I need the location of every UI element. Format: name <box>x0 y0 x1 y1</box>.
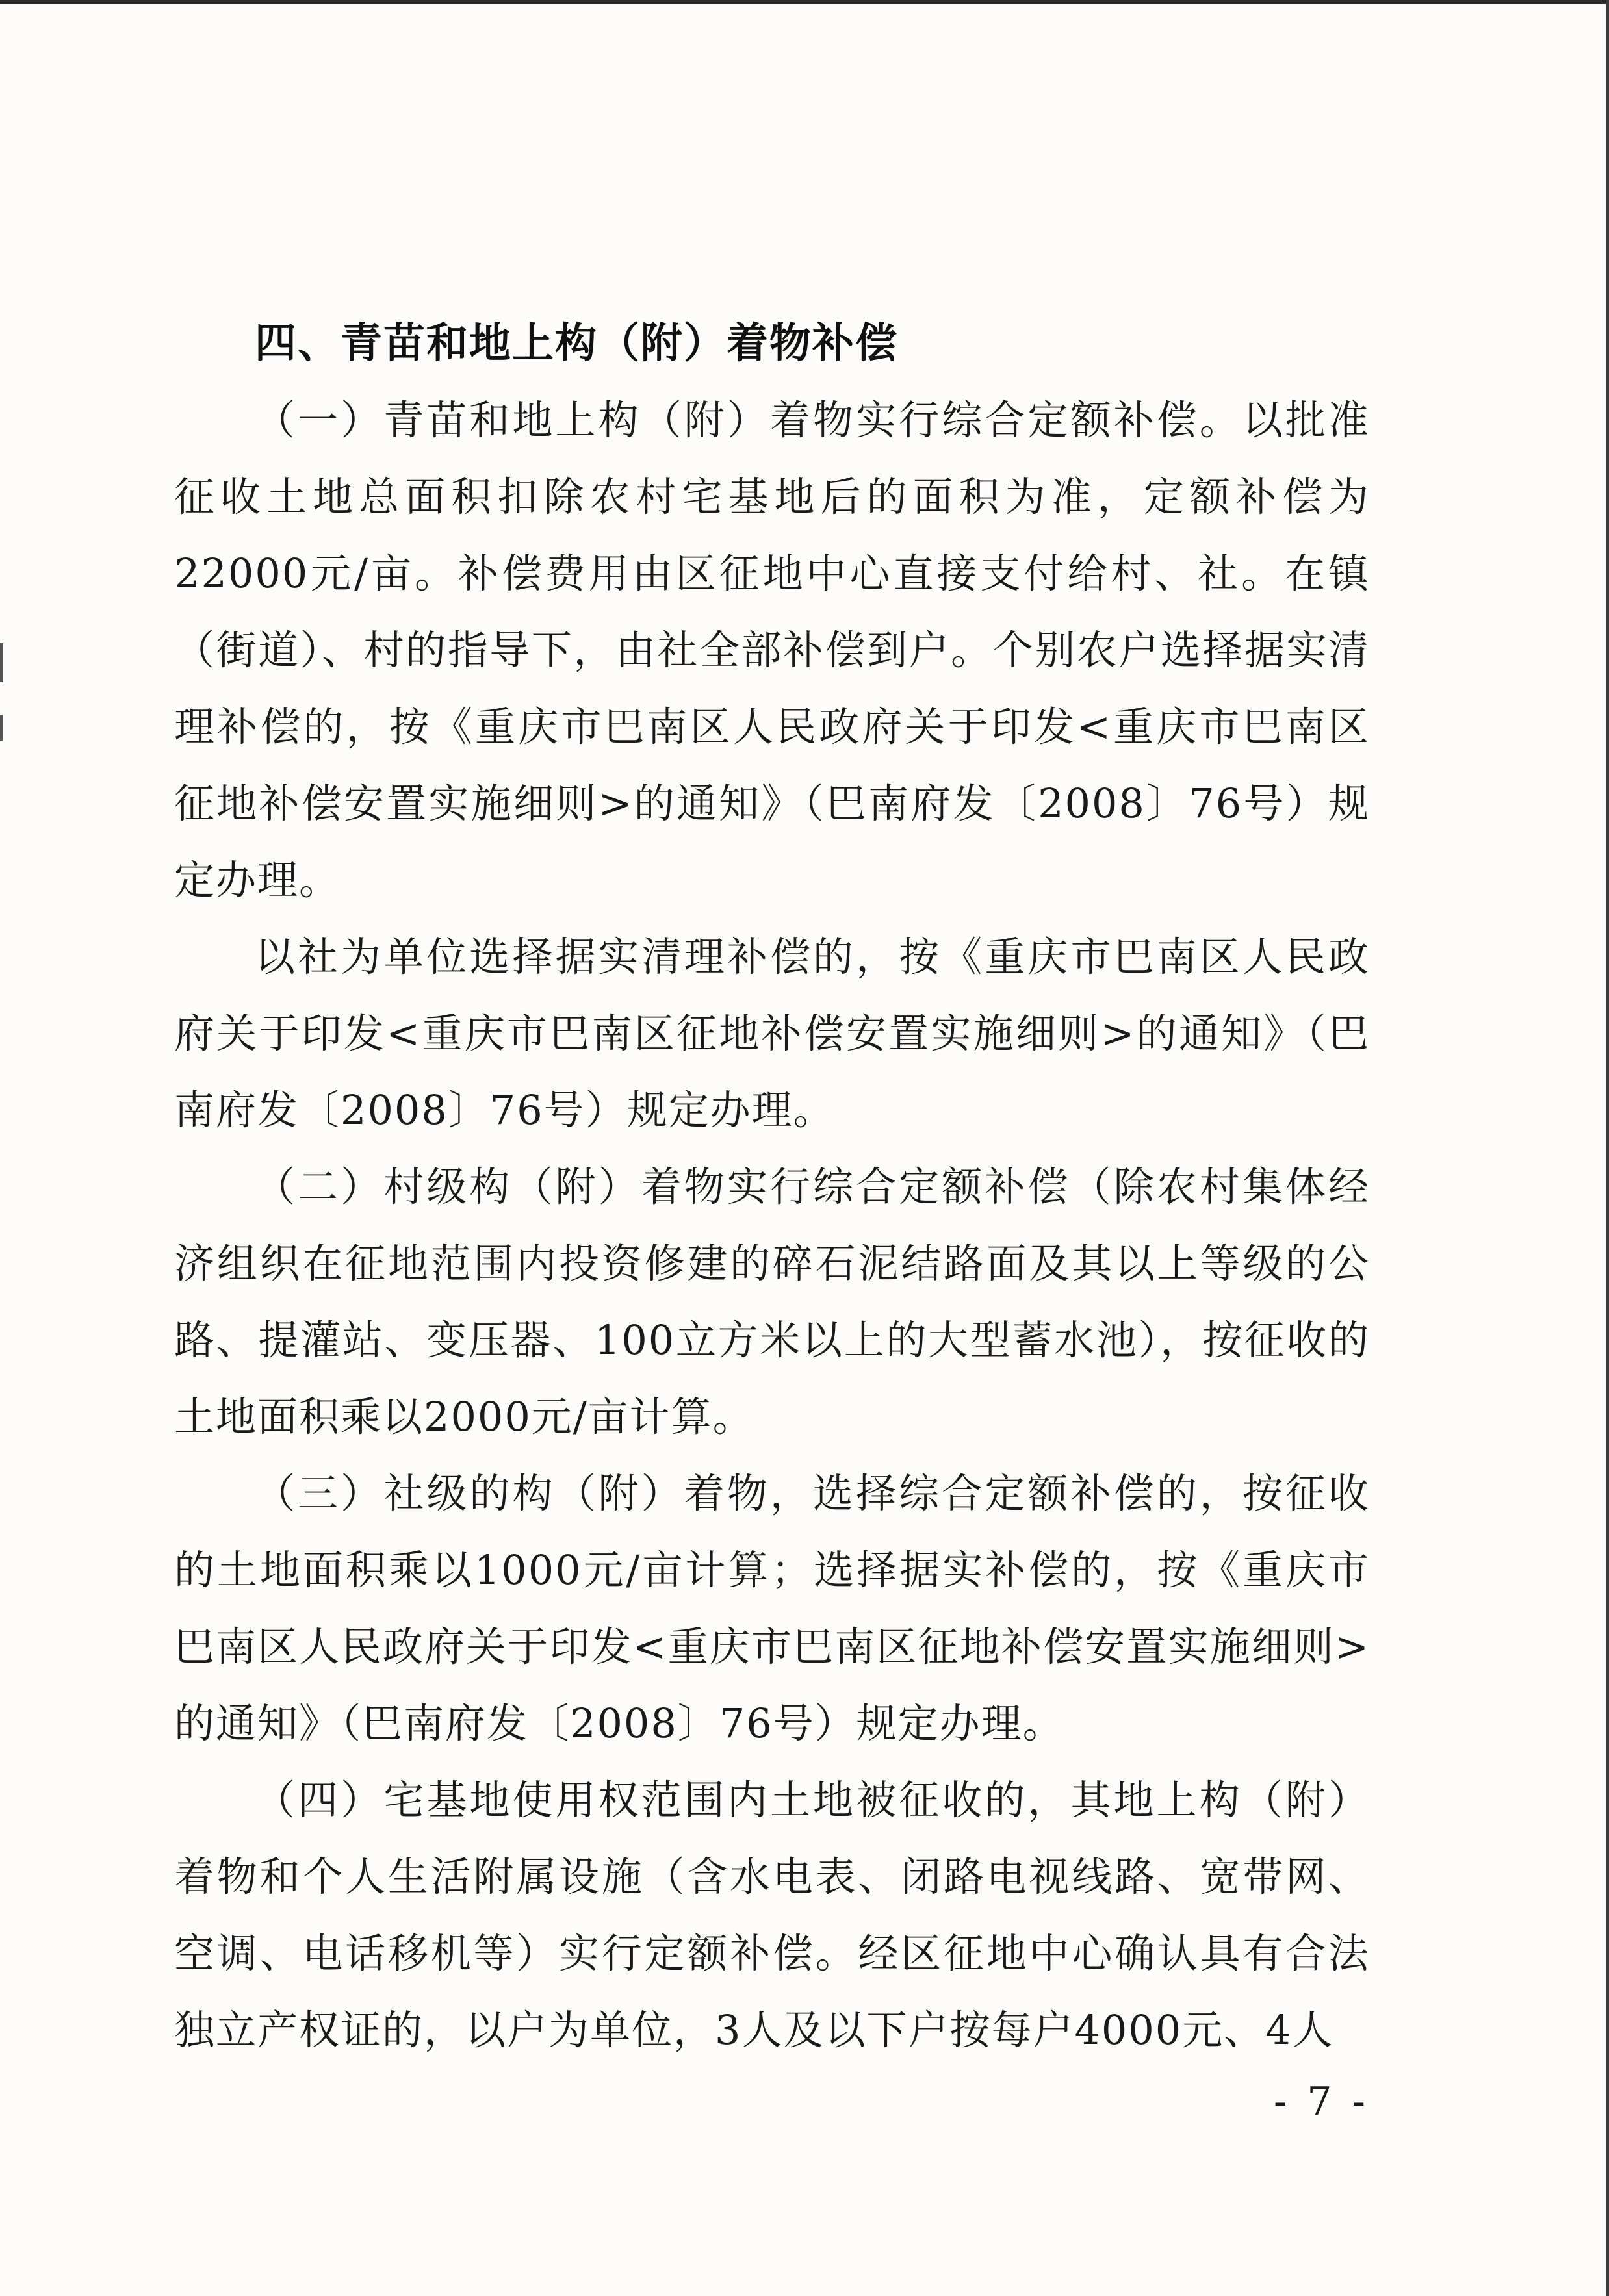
paragraph-2: 以社为单位选择据实清理补偿的，按《重庆市巴南区人民政府关于印发<重庆市巴南区征地补偿安置实施细则>的通知》（巴南府发〔2008〕76号）规定办理。 <box>174 933 1370 1134</box>
scan-top-border <box>0 0 1609 4</box>
paragraph-1: （一）青苗和地上构（附）着物实行综合定额补偿。以批准征收土地总面积扣除农村宅基地后的面积为准，定额补偿为22000元/亩。补偿费用由区征地中心直接支付给村、社。在镇（街道）、村的指导下，由社全部补偿到户。个别农户选择据实清理补偿的，按《重庆市巴南区人民政府关于印发<重庆市巴南区征地补偿安置实施细则>的通知》（巴南府发〔2008〕76号）规定办理。 <box>174 396 1370 904</box>
paragraph-4: （三）社级的构（附）着物，选择综合定额补偿的，按征收的土地面积乘以1000元/亩计算；选择据实补偿的，按《重庆市巴南区人民政府关于印发<重庆市巴南区征地补偿安置实施细则>的通知》（巴南府发〔2008〕76号）规定办理。 <box>174 1470 1370 1747</box>
document-body <box>174 305 1370 2069</box>
paragraph-5: （四）宅基地使用权范围内土地被征收的，其地上构（附）着物和个人生活附属设施（含水电表、闭路电视线路、宽带网、空调、电话移机等）实行定额补偿。经区征地中心确认具有合法独立产权证的，以户为单位，3人及以下户按每户4000元、4人 <box>174 1776 1370 2054</box>
page-number: - 7 - <box>1274 2079 1369 2124</box>
scan-left-mark <box>0 643 3 682</box>
section-heading: 四、青苗和地上构（附）着物补偿 <box>255 320 898 368</box>
paragraph-3: （二）村级构（附）着物实行综合定额补偿（除农村集体经济组织在征地范围内投资修建的碎石泥结路面及其以上等级的公路、提灌站、变压器、100立方米以上的大型蓄水池），按征收的土地面积乘以2000元/亩计算。 <box>174 1163 1370 1440</box>
scan-left-mark <box>0 715 3 741</box>
scan-right-border <box>1606 0 1609 2296</box>
